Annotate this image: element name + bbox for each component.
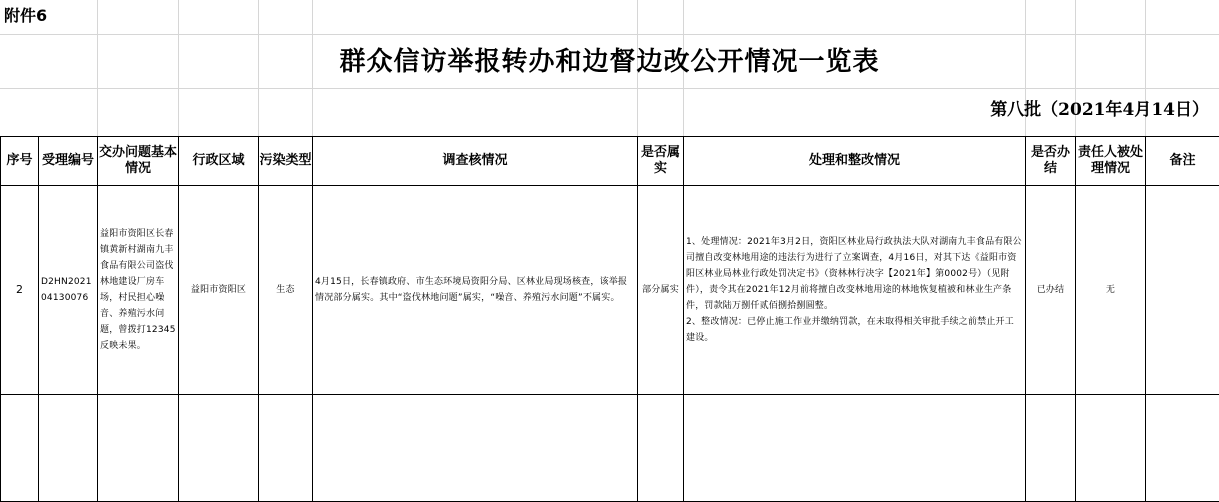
batch-label: 第八批（2021年4月14日）: [990, 100, 1209, 120]
cell-district: 益阳市资阳区: [179, 186, 259, 395]
handling-line-1: 1、处理情况：2021年3月2日，资阳区林业局行政执法大队对湖南九丰食品有限公司擅自改变林地用途的违法行为进行了立案调查，4月16日，对其下达《益阳市资阳区林业局林业行政处罚决定书》（资林林行决字【2021年】第0002号）（见附件），责令其在2021年12月前将擅自改变林地用途的林地恢复植被和林业生产条件，罚款陆万捌仟贰佰捌拾捌圆整。: [686, 237, 1022, 311]
col-header-district: 行政区域: [179, 137, 259, 186]
empty-cell: [39, 395, 98, 502]
empty-cell: [638, 395, 684, 502]
col-header-closed: 是否办结: [1026, 137, 1076, 186]
cell-case-no: D2HN202104130076: [39, 186, 98, 395]
cell-pollution-type: 生态: [259, 186, 313, 395]
col-header-pollution-type: 污染类型: [259, 137, 313, 186]
empty-cell: [684, 395, 1026, 502]
table-row-empty: [1, 395, 1219, 502]
empty-cell: [1146, 395, 1219, 502]
report-table: [0, 136, 1219, 502]
attachment-label: 附件6: [4, 6, 48, 25]
empty-cell: [179, 395, 259, 502]
empty-cell: [259, 395, 313, 502]
gridline: [0, 34, 1219, 35]
cell-remarks: [1146, 186, 1219, 395]
empty-cell: [313, 395, 638, 502]
empty-cell: [98, 395, 179, 502]
col-header-handling: 处理和整改情况: [684, 137, 1026, 186]
cell-seq: 2: [1, 186, 39, 395]
col-header-case-no: 受理编号: [39, 137, 98, 186]
empty-cell: [1076, 395, 1146, 502]
handling-line-2: 2、整改情况：已停止施工作业并缴纳罚款，在未取得相关审批手续之前禁止开工建设。: [686, 317, 1014, 343]
col-header-remarks: 备注: [1146, 137, 1219, 186]
cell-issue: 益阳市资阳区长春镇黄新村湖南九丰食品有限公司盗伐林地建设厂房车场，村民担心噪音、养殖污水问题，曾拨打12345反映未果。: [98, 186, 179, 395]
cell-verified: 部分属实: [638, 186, 684, 395]
col-header-responsible: 责任人被处理情况: [1076, 137, 1146, 186]
cell-responsible: 无: [1076, 186, 1146, 395]
cell-investigation: 4月15日，长春镇政府、市生态环境局资阳分局、区林业局现场核查，该举报情况部分属实。其中“盗伐林地问题”属实，“噪音、养殖污水问题”不属实。: [313, 186, 638, 395]
empty-cell: [1, 395, 39, 502]
cell-closed: 已办结: [1026, 186, 1076, 395]
cell-handling: [684, 186, 1026, 395]
col-header-issue: 交办问题基本情况: [98, 137, 179, 186]
table-header-row: [1, 137, 1219, 186]
table-row: [1, 186, 1219, 395]
gridline: [0, 88, 1219, 89]
empty-cell: [1026, 395, 1076, 502]
page-title: 群众信访举报转办和边督边改公开情况一览表: [339, 47, 880, 77]
col-header-investigation: 调查核情况: [313, 137, 638, 186]
col-header-seq: 序号: [1, 137, 39, 186]
col-header-verified: 是否属实: [638, 137, 684, 186]
